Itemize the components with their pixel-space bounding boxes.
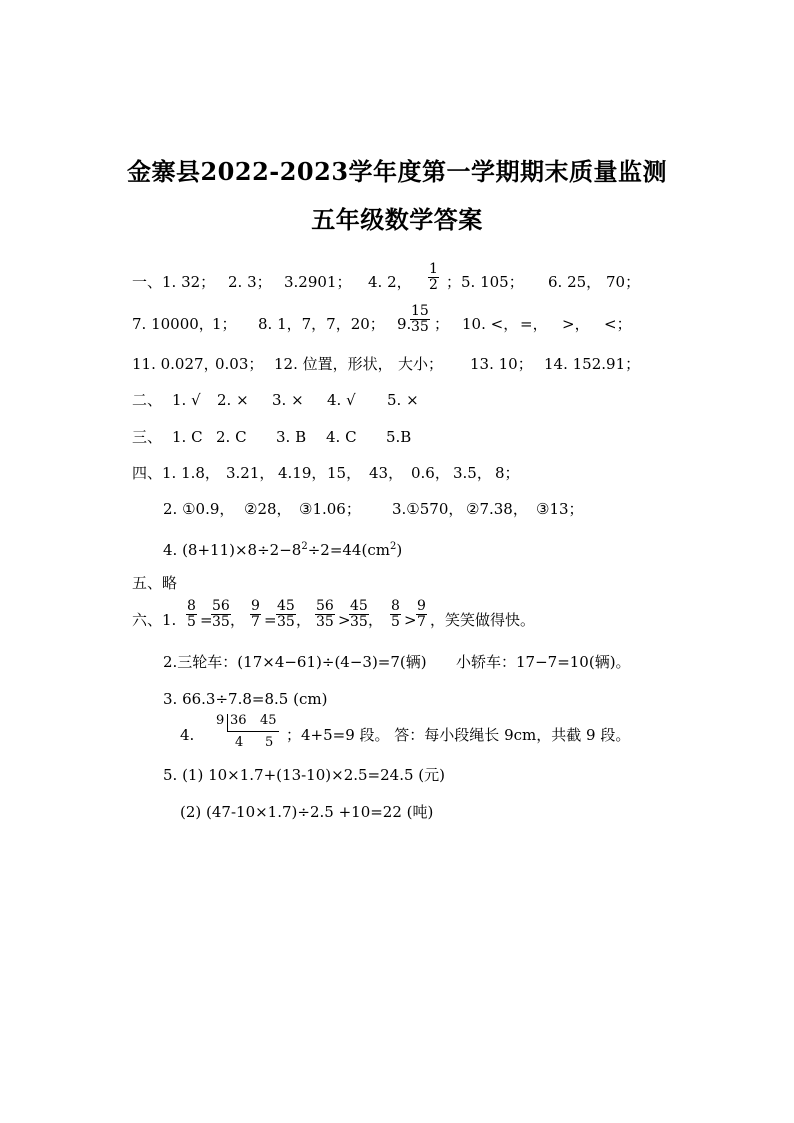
answer-text: 小轿车：17−7=10(辆)。 xyxy=(456,653,631,671)
answer-text: (2) (47-10×1.7)÷2.5 +10=22 (吨) xyxy=(180,803,434,821)
answer-text: 70； xyxy=(606,273,641,291)
fraction xyxy=(416,599,427,630)
answer-text: 7. 10000， xyxy=(132,315,214,333)
dividend: 36 xyxy=(230,713,247,728)
punctuation: ， xyxy=(230,611,246,629)
section-label: 六、1. xyxy=(132,611,177,629)
section-label: 二、 xyxy=(132,391,163,409)
exponent: 2 xyxy=(301,541,308,552)
answer-text: 8； xyxy=(495,464,520,482)
answer-row xyxy=(0,800,794,824)
fraction-denominator: 7 xyxy=(417,614,426,630)
answer-row xyxy=(0,303,794,336)
dividend: 45 xyxy=(260,713,277,728)
answer-text: 3. 66.3÷7.8=8.5 (cm) xyxy=(163,690,328,708)
quotient: 4 xyxy=(235,735,244,750)
fraction xyxy=(410,304,430,335)
fraction-numerator: 1 xyxy=(429,261,438,277)
fraction-denominator: 35 xyxy=(212,614,230,630)
quotient: 5 xyxy=(265,735,274,750)
answer-row xyxy=(0,461,794,485)
fraction-denominator: 2 xyxy=(429,277,438,293)
answer-row xyxy=(0,535,794,559)
fraction-numerator: 45 xyxy=(277,598,295,614)
answer-text: 4. xyxy=(180,726,195,744)
answer-text: 3.21， xyxy=(226,464,275,482)
answer-row xyxy=(0,713,794,759)
answer-row xyxy=(0,261,794,294)
answer-row xyxy=(0,598,794,632)
answer-row xyxy=(0,650,794,674)
fraction-numerator: 56 xyxy=(316,598,334,614)
answer-text: 2. ①0.9， xyxy=(163,500,235,518)
answer-text: ；4+5=9 段。 答：每小段绳长 9cm，共截 9 段。 xyxy=(286,726,631,744)
section-label: 五、略 xyxy=(132,574,178,592)
fraction-numerator: 9 xyxy=(417,598,426,614)
answer-text: ②28， xyxy=(244,500,292,518)
fraction-denominator: 5 xyxy=(391,614,400,630)
answer-text: 5. × xyxy=(387,391,419,409)
operator: > xyxy=(338,611,351,629)
answer-text: ，笑笑做得快。 xyxy=(430,611,536,629)
answer-text: 2. C xyxy=(216,428,247,446)
fraction-numerator: 8 xyxy=(391,598,400,614)
formula xyxy=(163,535,402,562)
answer-text: >， xyxy=(562,315,590,333)
answer-text: 4.19， xyxy=(278,464,327,482)
answer-text: 5. (1) 10×1.7+(13-10)×2.5=24.5 (元) xyxy=(163,766,445,784)
exponent: 2 xyxy=(389,541,397,552)
division-underline xyxy=(227,731,279,732)
answer-text: 1. C xyxy=(172,428,203,446)
formula-part: 4. (8+11)×8÷2−8 xyxy=(163,541,302,559)
answer-text: <； xyxy=(604,315,632,333)
fraction-denominator: 5 xyxy=(187,614,196,630)
fraction xyxy=(349,599,369,630)
answer-text: 9. xyxy=(397,315,412,333)
answer-text: =， xyxy=(520,315,548,333)
answer-text: 一、1. 32； xyxy=(132,273,216,291)
answer-text: 3.2901； xyxy=(284,273,352,291)
fraction xyxy=(276,599,296,630)
answer-text: 大小； xyxy=(398,355,444,373)
answer-text: 8. 1，7，7，20； xyxy=(258,315,385,333)
answer-text: 10. <， xyxy=(462,315,519,333)
punctuation: ， xyxy=(368,611,384,629)
answer-text: 13. 10； xyxy=(470,355,533,373)
fraction-numerator: 8 xyxy=(187,598,196,614)
operator: > xyxy=(404,611,417,629)
fraction-numerator: 15 xyxy=(411,303,429,319)
fraction xyxy=(390,599,401,630)
answer-text: 3.①570， xyxy=(392,500,464,518)
answer-text: ；5. 105； xyxy=(446,273,524,291)
fraction xyxy=(211,599,231,630)
answer-text: 3.5， xyxy=(453,464,492,482)
short-division xyxy=(214,713,284,755)
fraction-denominator: 35 xyxy=(277,614,295,630)
answer-text: 2.三轮车：(17×4−61)÷(4−3)=7(辆) xyxy=(163,653,427,671)
fraction-denominator: 35 xyxy=(350,614,368,630)
answer-text: 5.B xyxy=(386,428,412,446)
fraction-denominator: 35 xyxy=(411,319,429,335)
answer-text: ②7.38， xyxy=(466,500,528,518)
answer-row xyxy=(0,571,794,595)
answer-text: 6. 25， xyxy=(548,273,602,291)
answer-text: 4. 2， xyxy=(368,273,412,291)
fraction xyxy=(428,262,439,293)
answer-row xyxy=(0,425,794,449)
answer-row xyxy=(0,388,794,412)
answer-text: 四、1. 1.8， xyxy=(132,464,220,482)
division-bar xyxy=(227,714,228,732)
answer-text: 4. C xyxy=(326,428,357,446)
fraction-numerator: 9 xyxy=(251,598,260,614)
title-line-1: 金寨县2022-2023学年度第一学期期末质量监测 xyxy=(126,157,668,186)
answer-text: 3. × xyxy=(272,391,304,409)
answer-text: 2. 3； xyxy=(228,273,272,291)
answer-text: 1； xyxy=(212,315,237,333)
fraction xyxy=(186,599,197,630)
fraction-denominator: 7 xyxy=(251,614,260,630)
answer-text: 15， xyxy=(327,464,362,482)
answer-row xyxy=(0,497,794,521)
answer-text: 0.6， xyxy=(411,464,450,482)
answer-text: ； xyxy=(434,315,450,333)
answer-text: 4. √ xyxy=(327,391,356,409)
answer-row xyxy=(0,687,794,711)
answer-text: 1. √ xyxy=(172,391,201,409)
answer-text: 2. × xyxy=(217,391,249,409)
operator: = xyxy=(200,611,213,629)
fraction-numerator: 56 xyxy=(212,598,230,614)
answer-row xyxy=(0,763,794,787)
operator: = xyxy=(264,611,277,629)
answer-text: ③13； xyxy=(536,500,584,518)
answer-text: 43， xyxy=(369,464,404,482)
answer-text: 11. 0.027， xyxy=(132,355,219,373)
answer-text: 3. B xyxy=(276,428,307,446)
answer-text: ③1.06； xyxy=(299,500,361,518)
formula-part: ) xyxy=(396,541,403,559)
fraction xyxy=(250,599,261,630)
punctuation: ， xyxy=(296,611,312,629)
formula-part: ÷2=44(cm xyxy=(307,541,390,559)
section-label: 三、 xyxy=(132,428,163,446)
answer-text: 12. 位置，形状， xyxy=(274,355,393,373)
fraction-denominator: 35 xyxy=(316,614,334,630)
title-line-2: 五年级数学答案 xyxy=(311,205,483,234)
answer-text: 14. 152.91； xyxy=(544,355,641,373)
fraction xyxy=(315,599,335,630)
answer-text: 0.03； xyxy=(215,355,264,373)
divisor: 9 xyxy=(216,713,225,728)
fraction-numerator: 45 xyxy=(350,598,368,614)
answer-row xyxy=(0,352,794,376)
